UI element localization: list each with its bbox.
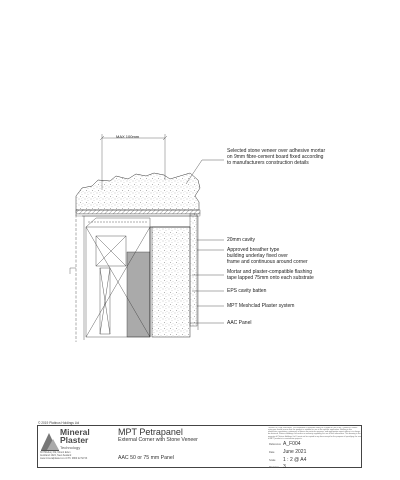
company-address: 30 Hillsbury Rd, Mount Eden Auckland 1024, New Zealand www.mineralplaster.co.nz Ph: 0800 22 52 53 xyxy=(40,451,88,460)
drawing-subtitle: External Corner with Stone Veneer xyxy=(118,437,198,443)
reference-label: Reference xyxy=(269,443,281,446)
logo-text-plaster: Plaster xyxy=(60,435,89,445)
copyright-text: © 2019 Platinus Holdings Ltd xyxy=(38,421,80,425)
scale-label: Scale xyxy=(269,459,276,462)
breather-note: Approved breather type building underlay fixed over frame and continuous around corner xyxy=(227,247,308,265)
revision-value: 3 xyxy=(283,464,286,470)
date-value: June 2021 xyxy=(283,449,307,455)
revision-label: Revision xyxy=(269,466,279,469)
drawing-title: MPT Petrapanel xyxy=(118,427,183,437)
eps-batten-note: EPS cavity batten xyxy=(227,288,267,294)
date-label: Date xyxy=(269,451,275,454)
break-marks xyxy=(70,268,76,274)
max-dimension-label: MAX 100mm xyxy=(116,134,140,139)
stone-veneer xyxy=(76,173,200,210)
reference-value: A_F004 xyxy=(283,441,301,447)
stone-veneer-note: Selected stone veneer over adhesive mortar on 9mm fibre-cement board fixed according to manufacturers construction details xyxy=(227,148,326,166)
logo-text-mineral: Mineral xyxy=(60,427,90,437)
aac-panel-note: AAC Panel xyxy=(227,320,252,326)
logo-text-technology: Technology xyxy=(60,444,81,450)
disclaimer-text: TERMS OF USE Disclaimer: The information is intended solely as a guide for use of MPT products. Before using you should ensure that the product is suitable for use in the specific application. Nothing in this information constitutes a statement of fitness for particular purpose, and appropriate expert advice is to always be obtained. Platinus Holdings Ltd makes no warranty regarding the use of this information. This drawing is the property of Platinus Holdings Ltd. It must not be copied in any form except for the purpose of specifying the use of MPT products in construction projects. xyxy=(268,426,361,440)
cavity-note: 20mm cavity xyxy=(227,237,256,243)
flashing-note: Mortar and plaster-compatible flashing tape lapped 75mm onto each substrate xyxy=(227,269,314,281)
meshclad-note: MPT Meshclad Plaster system xyxy=(227,303,295,309)
scale-value: 1 : 2 @ A4 xyxy=(283,457,307,463)
aac-panel-section xyxy=(127,227,190,337)
panel-spec: AAC 50 or 75 mm Panel xyxy=(118,455,174,461)
